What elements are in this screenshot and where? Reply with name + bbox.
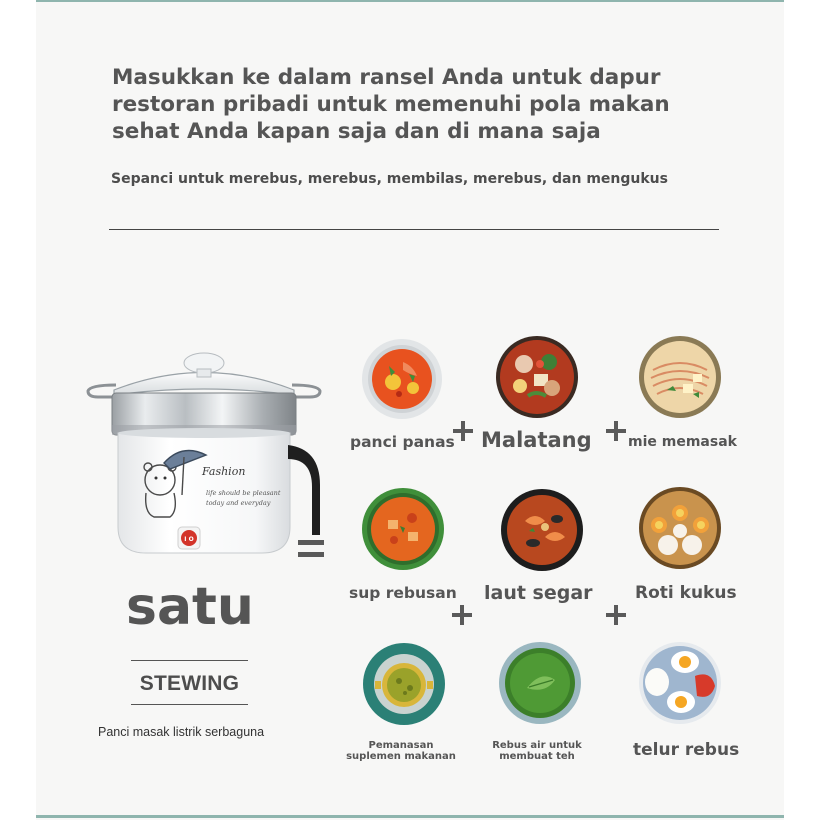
seafood-icon — [499, 487, 585, 573]
power-switch-label: I O — [184, 536, 194, 543]
tea-icon — [497, 640, 583, 726]
dish-label-noodles: mie memasak — [628, 434, 737, 450]
boiled-egg-icon — [637, 640, 723, 726]
dish-label-tea-line-1: Rebus air untuk — [492, 740, 582, 751]
dish-label-stew: sup rebusan — [349, 584, 457, 602]
dish-label-tea — [485, 740, 589, 762]
bottom-accent-rule — [36, 815, 784, 818]
dish-label-eggs: telur rebus — [633, 740, 740, 760]
dish-label-tea-line-2: membuat teh — [499, 751, 575, 762]
plus-sign-1 — [453, 421, 473, 441]
pot-brand-text: Fashion — [202, 465, 246, 478]
dish-label-supplement-line-2: suplemen makanan — [346, 751, 456, 762]
electric-pot-illustration — [84, 345, 324, 560]
equals-sign — [298, 540, 324, 560]
dish-label-supplement — [343, 740, 459, 762]
headline-line-3: sehat Anda kapan saja dan di mana saja — [112, 119, 601, 144]
headline — [112, 64, 732, 145]
malatang-icon — [494, 334, 580, 420]
product-caption: Panci masak listrik serbaguna — [98, 725, 265, 739]
pot-body-text-1: life should be pleasant — [206, 489, 281, 497]
steamed-buns-icon — [637, 485, 723, 571]
mode-label: STEWING — [139, 672, 240, 695]
hot-pot-icon — [359, 336, 445, 422]
dish-label-hot-pot: panci panas — [350, 433, 455, 451]
stew-soup-icon — [360, 486, 446, 572]
divider — [109, 229, 719, 230]
noodles-icon — [637, 334, 723, 420]
dish-label-supplement-line-1: Pemanasan — [368, 740, 434, 751]
plus-sign-4 — [606, 605, 626, 625]
dish-label-seafood: laut segar — [484, 582, 593, 604]
dish-label-malatang: Malatang — [481, 428, 592, 452]
top-accent-rule — [36, 0, 784, 2]
supplement-pot-icon — [361, 641, 447, 727]
headline-line-1: Masukkan ke dalam ransel Anda untuk dapur — [112, 65, 661, 90]
plus-sign-3 — [452, 605, 472, 625]
dish-label-buns: Roti kukus — [635, 583, 737, 603]
stewing-bottom-rule — [131, 704, 248, 705]
stewing-top-rule — [131, 660, 248, 661]
plus-sign-2 — [606, 421, 626, 441]
headline-line-2: restoran pribadi untuk memenuhi pola makan — [112, 92, 670, 117]
pot-body-text-2: today and everyday — [206, 499, 271, 507]
subheadline: Sepanci untuk merebus, merebus, membilas, merebus, dan mengukus — [111, 171, 668, 187]
big-word: satu — [126, 577, 254, 637]
